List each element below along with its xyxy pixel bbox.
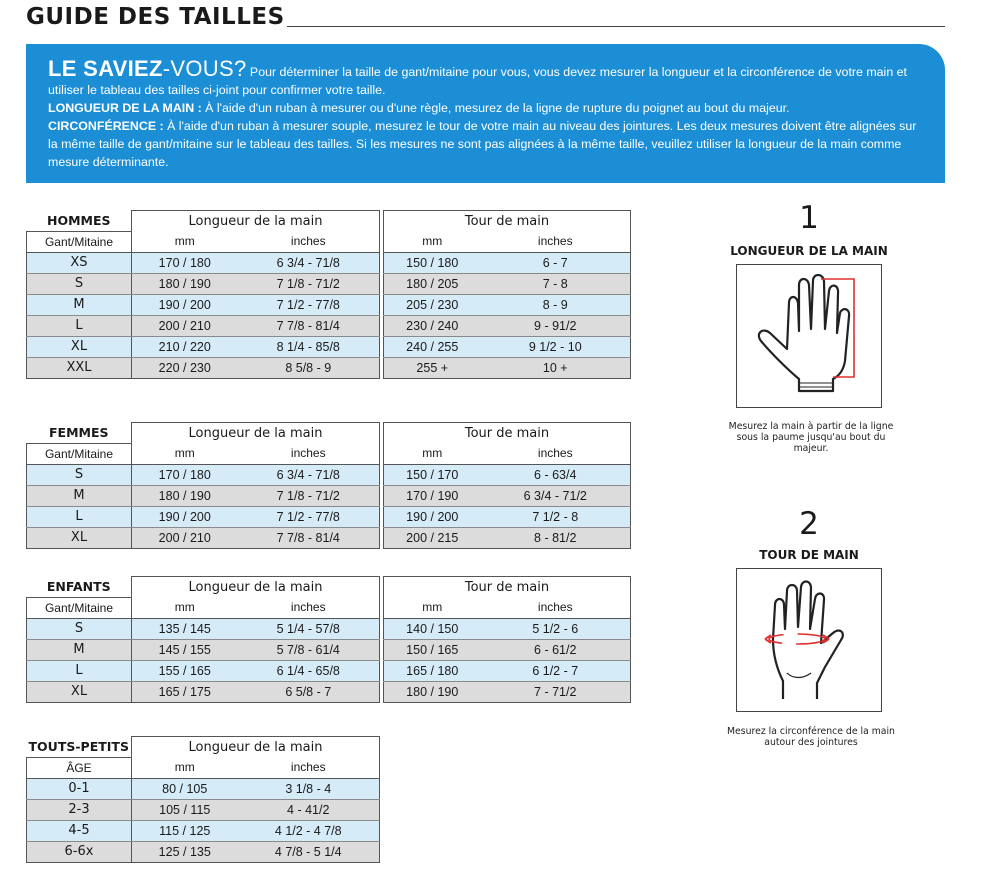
table-row — [27, 336, 631, 357]
length-inches-cell: 7 1/8 - 71/2 — [238, 485, 380, 506]
intro-lead — [48, 56, 246, 81]
length-header: Longueur de la main — [132, 423, 380, 444]
size-cell: XXL — [27, 357, 132, 378]
size-cell: XL — [27, 336, 132, 357]
figure-1-number: 1 — [799, 200, 819, 236]
table-row — [27, 294, 631, 315]
touts-rows — [27, 778, 380, 862]
length-inches-cell: 7 1/2 - 77/8 — [238, 506, 380, 527]
mm-header: mm — [384, 597, 481, 618]
femmes-rows — [27, 464, 631, 548]
table-row — [27, 618, 631, 639]
girth-inches-cell: 6 - 63/4 — [481, 464, 631, 485]
girth-inches-cell: 9 1/2 - 10 — [481, 336, 631, 357]
table-row — [27, 799, 380, 820]
girth-mm-cell: 150 / 165 — [384, 639, 481, 660]
length-header: Longueur de la main — [132, 577, 380, 598]
girth-inches-cell: 7 1/2 - 8 — [481, 506, 631, 527]
table-row — [27, 252, 631, 273]
hand-length-icon — [737, 265, 880, 406]
table-label: TOUTS-PETITS — [28, 739, 129, 754]
girth-inches-cell: 8 - 81/2 — [481, 527, 631, 548]
table-row — [27, 527, 631, 548]
girth-inches-cell: 6 1/2 - 7 — [481, 660, 631, 681]
size-cell: XL — [27, 527, 132, 548]
intro-lead-light: -VOUS? — [162, 56, 247, 81]
length-mm-cell: 220 / 230 — [132, 357, 238, 378]
age-cell: 2-3 — [27, 799, 132, 820]
hommes-rows — [27, 252, 631, 378]
length-inches-cell: 8 5/8 - 9 — [238, 357, 380, 378]
size-cell: S — [27, 273, 132, 294]
girth-mm-cell: 180 / 205 — [384, 273, 481, 294]
girth-mm-cell: 190 / 200 — [384, 506, 481, 527]
length-inches-cell: 5 1/4 - 57/8 — [238, 618, 380, 639]
figure-2-number: 2 — [799, 506, 819, 542]
size-cell: L — [27, 315, 132, 336]
length-text: À l'aide d'un ruban à mesurer ou d'une règle, mesurez de la ligne de rupture du poignet au bout du majeur. — [201, 101, 790, 115]
length-inches-cell: 6 5/8 - 7 — [238, 681, 380, 702]
size-cell: XL — [27, 681, 132, 702]
page-title: GUIDE DES TAILLES — [26, 4, 285, 30]
length-mm-cell: 180 / 190 — [132, 485, 238, 506]
table-row — [27, 315, 631, 336]
mm-header: mm — [132, 757, 238, 778]
inches-header: inches — [481, 443, 631, 464]
length-inches-cell: 4 - 41/2 — [238, 799, 380, 820]
size-col-header: Gant/Mitaine — [27, 597, 132, 618]
mm-header: mm — [384, 231, 481, 252]
table-row — [27, 506, 631, 527]
table-row — [27, 485, 631, 506]
size-cell: XS — [27, 252, 132, 273]
inches-header: inches — [238, 757, 380, 778]
length-mm-cell: 190 / 200 — [132, 294, 238, 315]
length-inches-cell: 6 3/4 - 71/8 — [238, 464, 380, 485]
table-label: ENFANTS — [46, 579, 111, 594]
intro-lead-bold: LE SAVIEZ — [48, 56, 163, 81]
length-mm-cell: 155 / 165 — [132, 660, 238, 681]
figure-1-label: LONGUEUR DE LA MAIN — [730, 244, 888, 258]
age-cell: 0-1 — [27, 778, 132, 799]
size-cell: S — [27, 618, 132, 639]
intro-box — [26, 44, 945, 183]
girth-inches-cell: 6 - 61/2 — [481, 639, 631, 660]
length-mm-cell: 135 / 145 — [132, 618, 238, 639]
length-mm-cell: 170 / 180 — [132, 464, 238, 485]
figure-2-label: TOUR DE MAIN — [759, 548, 859, 562]
girth-header: Tour de main — [384, 211, 631, 232]
length-inches-cell: 7 7/8 - 81/4 — [238, 527, 380, 548]
girth-mm-cell: 255 + — [384, 357, 481, 378]
length-mm-cell: 180 / 190 — [132, 273, 238, 294]
table-row — [27, 841, 380, 862]
inches-header: inches — [238, 597, 380, 618]
girth-mm-cell: 170 / 190 — [384, 485, 481, 506]
girth-inches-cell: 6 3/4 - 71/2 — [481, 485, 631, 506]
size-cell: S — [27, 464, 132, 485]
mm-header: mm — [132, 597, 238, 618]
size-cell: L — [27, 660, 132, 681]
length-mm-cell: 170 / 180 — [132, 252, 238, 273]
table-row — [27, 357, 631, 378]
circumference-text: À l'aide d'un ruban à mesurer souple, mesurez le tour de votre main au niveau des jointures. Les deux mesures doivent être alignées sur la même taille de gant/mitaine sur le tableau des tailles. Si les mesures ne sont pas alignées à la même taille, veuillez utiliser la longueur de la main comme mesure déterminante. — [48, 119, 917, 169]
girth-mm-cell: 140 / 150 — [384, 618, 481, 639]
inches-header: inches — [238, 443, 380, 464]
table-femmes — [26, 422, 631, 549]
intro-lead-text: Pour déterminer la taille de gant/mitaine pour vous, vous devez mesurer la longueur et la circonférence de votre main et utiliser le tableau des tailles ci-joint pour confirmer votre taille. — [48, 65, 907, 97]
inches-header: inches — [481, 597, 631, 618]
girth-header: Tour de main — [384, 423, 631, 444]
girth-mm-cell: 200 / 215 — [384, 527, 481, 548]
length-mm-cell: 210 / 220 — [132, 336, 238, 357]
size-cell: M — [27, 294, 132, 315]
table-row — [27, 273, 631, 294]
length-mm-cell: 145 / 155 — [132, 639, 238, 660]
figure-2-caption: Mesurez la circonférence de la main autour des jointures — [727, 726, 895, 748]
inches-header: inches — [238, 231, 380, 252]
length-inches-cell: 5 7/8 - 61/4 — [238, 639, 380, 660]
length-mm-cell: 115 / 125 — [132, 820, 238, 841]
figure-2-frame — [736, 568, 882, 712]
girth-inches-cell: 7 - 71/2 — [481, 681, 631, 702]
table-row — [27, 778, 380, 799]
hand-girth-icon — [737, 569, 880, 710]
size-cell: L — [27, 506, 132, 527]
table-row — [27, 639, 631, 660]
enfants-rows — [27, 618, 631, 702]
length-inches-cell: 6 1/4 - 65/8 — [238, 660, 380, 681]
length-inches-cell: 8 1/4 - 85/8 — [238, 336, 380, 357]
figure-1-frame — [736, 264, 882, 408]
length-inches-cell: 6 3/4 - 71/8 — [238, 252, 380, 273]
girth-mm-cell: 150 / 180 — [384, 252, 481, 273]
length-mm-cell: 200 / 210 — [132, 527, 238, 548]
girth-inches-cell: 6 - 7 — [481, 252, 631, 273]
table-enfants — [26, 576, 631, 703]
girth-inches-cell: 5 1/2 - 6 — [481, 618, 631, 639]
age-cell: 4-5 — [27, 820, 132, 841]
girth-mm-cell: 165 / 180 — [384, 660, 481, 681]
table-label: FEMMES — [49, 425, 109, 440]
length-label: LONGUEUR DE LA MAIN : — [48, 101, 202, 115]
table-touts-petits — [26, 736, 380, 863]
length-mm-cell: 200 / 210 — [132, 315, 238, 336]
age-cell: 6-6x — [27, 841, 132, 862]
size-cell: M — [27, 485, 132, 506]
circumference-label: CIRCONFÉRENCE : — [48, 119, 164, 133]
length-inches-cell: 7 7/8 - 81/4 — [238, 315, 380, 336]
length-header: Longueur de la main — [132, 737, 380, 758]
length-mm-cell: 125 / 135 — [132, 841, 238, 862]
girth-mm-cell: 230 / 240 — [384, 315, 481, 336]
table-row — [27, 464, 631, 485]
length-mm-cell: 80 / 105 — [132, 778, 238, 799]
size-cell: M — [27, 639, 132, 660]
length-header: Longueur de la main — [132, 211, 380, 232]
age-col-header: ÂGE — [27, 757, 132, 778]
table-row — [27, 820, 380, 841]
table-row — [27, 681, 631, 702]
girth-inches-cell: 7 - 8 — [481, 273, 631, 294]
table-label: HOMMES — [46, 213, 111, 228]
girth-header: Tour de main — [384, 577, 631, 598]
girth-inches-cell: 10 + — [481, 357, 631, 378]
figure-1-caption: Mesurez la main à partir de la ligne sous la paume jusqu'au bout du majeur. — [728, 421, 894, 454]
girth-mm-cell: 180 / 190 — [384, 681, 481, 702]
mm-header: mm — [132, 231, 238, 252]
length-inches-cell: 7 1/8 - 71/2 — [238, 273, 380, 294]
mm-header: mm — [132, 443, 238, 464]
girth-mm-cell: 205 / 230 — [384, 294, 481, 315]
size-col-header: Gant/Mitaine — [27, 443, 132, 464]
girth-mm-cell: 240 / 255 — [384, 336, 481, 357]
inches-header: inches — [481, 231, 631, 252]
girth-inches-cell: 9 - 91/2 — [481, 315, 631, 336]
girth-inches-cell: 8 - 9 — [481, 294, 631, 315]
length-mm-cell: 190 / 200 — [132, 506, 238, 527]
length-mm-cell: 105 / 115 — [132, 799, 238, 820]
size-col-header: Gant/Mitaine — [27, 231, 132, 252]
length-inches-cell: 3 1/8 - 4 — [238, 778, 380, 799]
table-hommes — [26, 210, 631, 379]
length-inches-cell: 7 1/2 - 77/8 — [238, 294, 380, 315]
table-row — [27, 660, 631, 681]
length-inches-cell: 4 7/8 - 5 1/4 — [238, 841, 380, 862]
mm-header: mm — [384, 443, 481, 464]
length-inches-cell: 4 1/2 - 4 7/8 — [238, 820, 380, 841]
length-mm-cell: 165 / 175 — [132, 681, 238, 702]
girth-mm-cell: 150 / 170 — [384, 464, 481, 485]
title-divider — [287, 26, 945, 27]
